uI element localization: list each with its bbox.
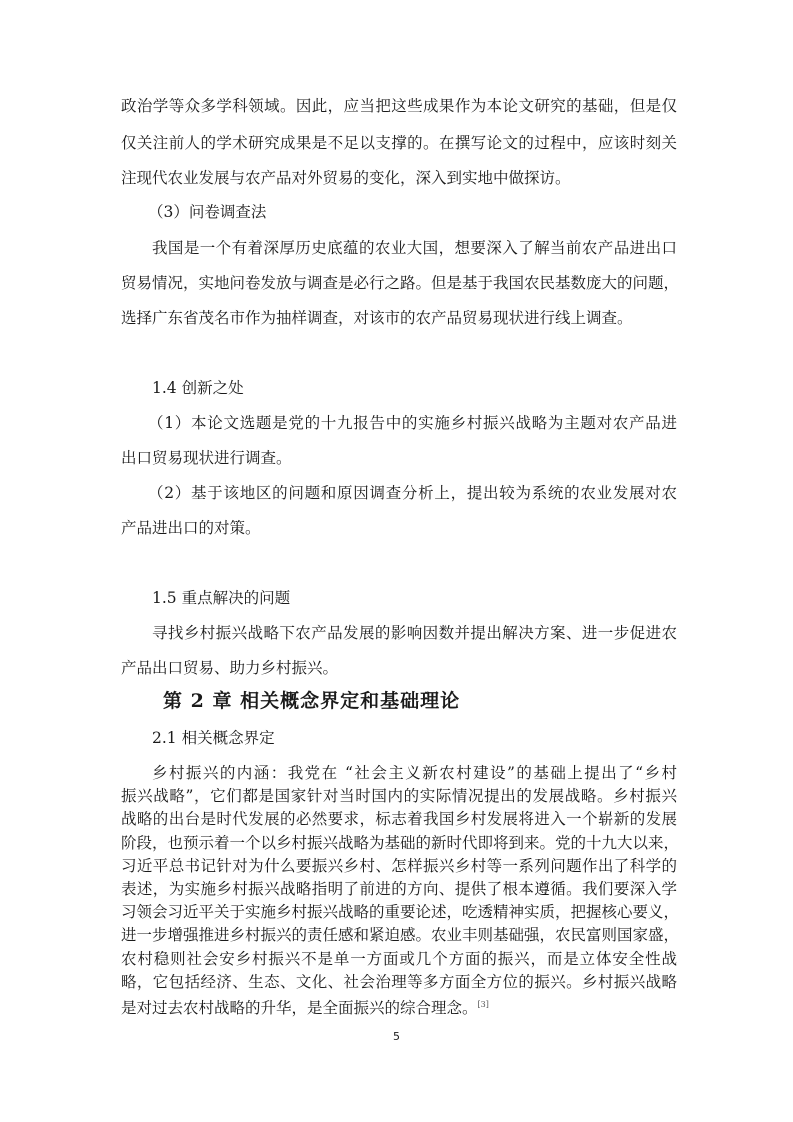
- citation-reference: [3]: [477, 1000, 489, 1009]
- paragraph-line: 振兴战略”，它们都是国家针对当时国内的实际情况提出的发展战略。乡村振兴: [121, 787, 677, 806]
- paragraph-line: 习近平总书记针对为什么要振兴乡村、怎样振兴乡村等一系列问题作出了科学的: [121, 856, 677, 875]
- paragraph-line: 略，它包括经济、生态、文化、社会治理等多方面全方位的振兴。乡村振兴战略: [121, 972, 677, 991]
- method-heading: （3）问卷调查法: [148, 203, 267, 221]
- paragraph-line: 表述，为实施乡村振兴战略指明了前进的方向、提供了根本遵循。我们要深入学: [121, 880, 677, 898]
- paragraph-line: 出口贸易现状进行调查。: [121, 449, 292, 467]
- paragraph-line: 习领会习近平关于实施乡村振兴战略的重要论述，吃透精神实质，把握核心要义，: [121, 903, 680, 922]
- paragraph-line: 农村稳则社会安乡村振兴不是单一方面或几个方面的振兴，而是立体安全性战: [121, 949, 677, 968]
- section-heading-1-5: 1.5 重点解决的问题: [152, 589, 291, 607]
- paragraph-line: 贸易情况，实地问卷发放与调查是必行之路。但是基于我国农民基数庞大的问题，: [121, 274, 680, 292]
- paragraph-line: 寻找乡村振兴战略下农产品发展的影响因数并提出解决方案、进一步促进农: [152, 624, 677, 642]
- paragraph-line: 注现代农业发展与农产品对外贸易的变化，深入到实地中做探访。: [121, 169, 571, 187]
- page-number: 5: [393, 1030, 400, 1043]
- paragraph-line: 乡村振兴的内涵：我党在 “社会主义新农村建设”的基础上提出了“乡村: [152, 764, 677, 782]
- paragraph-line: 选择广东省茂名市作为抽样调查，对该市的农产品贸易现状进行线上调查。: [121, 309, 633, 327]
- paragraph-line: 战略的出台是时代发展的必然要求，标志着我国乡村发展将进入一个崭新的发展: [121, 810, 677, 829]
- paragraph-line: （1）本论文选题是党的十九报告中的实施乡村振兴战略为主题对农产品进: [148, 414, 677, 432]
- paragraph-line: 进一步增强推进乡村振兴的责任感和紧迫感。农业丰则基础强，农民富则国家盛，: [121, 926, 680, 945]
- paragraph-line: 我国是一个有着深厚历史底蕴的农业大国，想要深入了解当前农产品进出口: [152, 239, 677, 257]
- paragraph-line: （2）基于该地区的问题和原因调查分析上，提出较为系统的农业发展对农: [148, 484, 677, 502]
- paragraph-line: 阶段，也预示着一个以乡村振兴战略为基础的新时代即将到来。党的十九大以来，: [121, 833, 680, 852]
- paragraph-line: 是对过去农村战略的升华，是全面振兴的综合理念。[3]: [121, 999, 489, 1018]
- paragraph-line: 仅关注前人的学术研究成果是不足以支撑的。在撰写论文的过程中，应该时刻关: [121, 134, 677, 152]
- paragraph-line: 政治学等众多学科领域。因此，应当把这些成果作为本论文研究的基础，但是仅: [121, 97, 677, 115]
- section-heading-2-1: 2.1 相关概念界定: [152, 729, 275, 747]
- section-heading-1-4: 1.4 创新之处: [152, 379, 244, 397]
- paragraph-line: 产品出口贸易、助力乡村振兴。: [121, 659, 339, 677]
- chapter-title: 第 2 章 相关概念界定和基础理论: [163, 690, 461, 712]
- paragraph-line: 产品进出口的对策。: [121, 519, 261, 537]
